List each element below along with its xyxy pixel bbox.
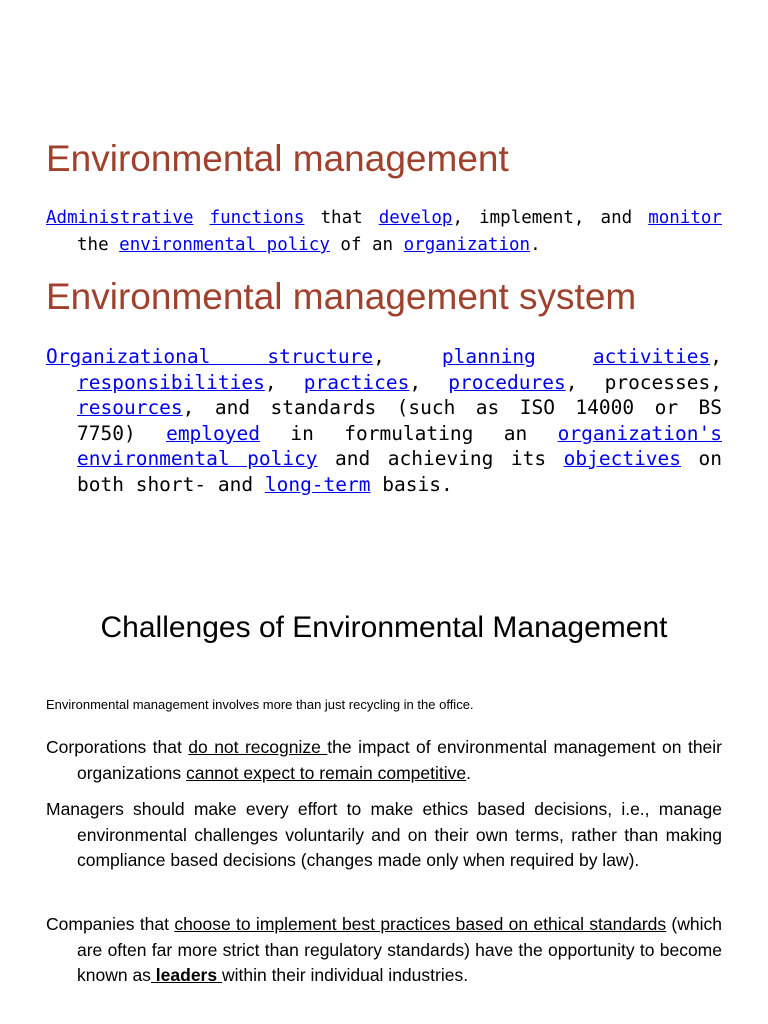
link-long-term[interactable]: long-term <box>264 472 371 496</box>
emphasis-text: cannot expect to remain competitive <box>185 762 467 783</box>
paragraph-corporations: Corporations that do not recognize the impact of environmental management on their organizations cannot expect to remain competitive. <box>46 737 723 783</box>
link-monitor[interactable]: monitor <box>648 208 722 228</box>
emphasis-text: choose to implement best practices based on ethical standards <box>174 914 667 934</box>
link-planning[interactable]: planning <box>441 345 536 368</box>
slide-intro: Environmental management involves more than just recycling in the office. <box>46 697 474 712</box>
emphasis-text: leaders <box>150 965 222 985</box>
link-environmental-policy[interactable]: environmental policy <box>77 447 318 470</box>
paragraph-managers: Managers should make every effort to make ethics based decisions, i.e., manage environmental challenges voluntarily and on their own terms, rather than making compliance based decisions (changes made only when required by law). <box>46 799 722 870</box>
link-environmental-policy[interactable]: environmental policy <box>119 235 330 255</box>
heading-environmental-management-system: Environmental management system <box>46 276 637 317</box>
link-resources[interactable]: resources <box>77 396 183 419</box>
slide-title: Challenges of Environmental Management <box>100 611 668 644</box>
link-organization-s[interactable]: organization's <box>557 421 722 445</box>
link-develop[interactable]: develop <box>378 208 453 228</box>
link-organizational-structure[interactable]: Organizational structure <box>46 345 374 368</box>
link-activities[interactable]: activities <box>592 345 711 368</box>
link-responsibilities[interactable]: responsibilities <box>77 370 265 394</box>
link-objectives[interactable]: objectives <box>563 447 682 470</box>
link-practices[interactable]: practices <box>303 370 410 394</box>
link-functions[interactable]: functions <box>209 208 305 228</box>
link-organization[interactable]: organization <box>403 235 531 255</box>
emphasis-text: do not recognize <box>188 737 328 757</box>
definition-environmental-management-system: Organizational structure, planning activities, responsibilities, practices, procedures, processes, resources, and standards (such as ISO 14000 or BS 7750) employed in formulating an organization's environmental policy and achieving its objectives on both short- and long-term basis. <box>46 345 723 496</box>
link-procedures[interactable]: procedures <box>448 370 566 394</box>
paragraph-companies: Companies that choose to implement best practices based on ethical standards (which are often far more strict than regulatory standards) have the opportunity to become known as leaders within their individual industries. <box>46 914 722 985</box>
heading-environmental-management: Environmental management <box>46 138 509 179</box>
link-employed[interactable]: employed <box>166 421 260 445</box>
definition-environmental-management: Administrative functions that develop, implement, and monitor the environmental policy of an organization. <box>46 208 722 255</box>
link-administrative[interactable]: Administrative <box>46 208 194 228</box>
